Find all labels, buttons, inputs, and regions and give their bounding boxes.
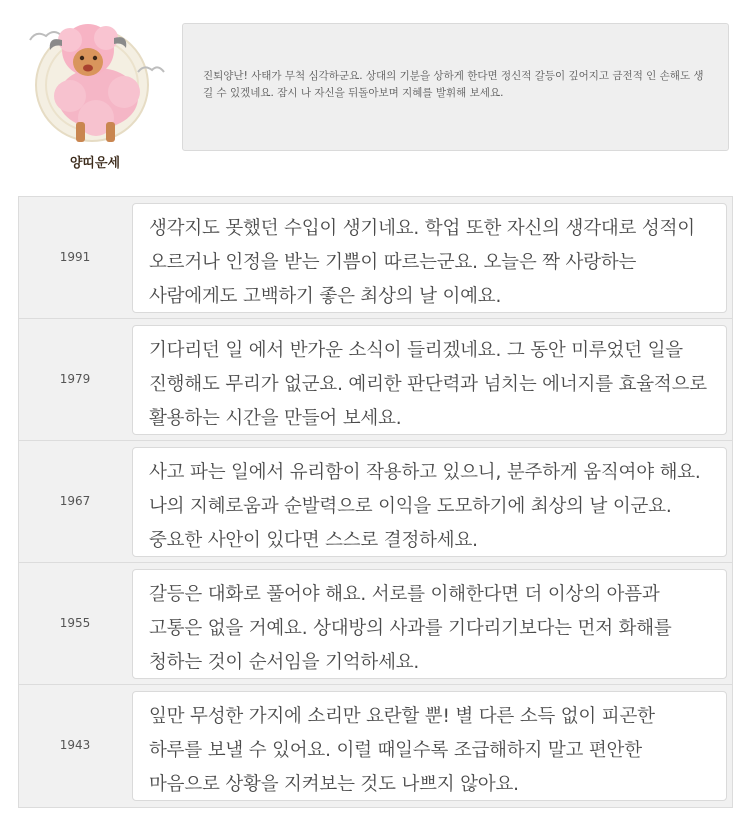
birth-year: 1979 (59, 372, 91, 386)
mascot-label: 양띠운세 (69, 156, 121, 171)
birth-year: 1967 (59, 494, 91, 508)
fortune-text: 기다리던 일 에서 반가운 소식이 들리겠네요. 그 동안 미루었던 일을 진행해도 무리가 없군요. 예리한 판단력과 넘치는 에너지를 효율적으로 활용하는 시간을 만들어 보세요. (149, 340, 707, 429)
fortune-row-1943 (19, 685, 732, 807)
fortune-row-1967 (19, 441, 732, 563)
fortune-card (132, 569, 727, 679)
fortune-row-1991 (19, 197, 732, 319)
fortune-text: 사고 파는 일에서 유리함이 작용하고 있으니, 분주하게 움직여야 해요. 나의 지혜로움과 순발력으로 이익을 도모하기에 최상의 날 이군요. 중요한 사안이 있다면 스스로 결정하세요. (149, 462, 701, 551)
fortune-text: 갈등은 대화로 풀어야 해요. 서로를 이해한다면 더 이상의 아픔과 고통은 없을 거예요. 상대방의 사과를 기다리기보다는 먼저 화해를 청하는 것이 순서임을 기억하세요. (149, 584, 672, 673)
birth-year: 1955 (59, 616, 91, 630)
fortune-text: 생각지도 못했던 수입이 생기네요. 학업 또한 자신의 생각대로 성적이 오르거나 인정을 받는 기쁨이 따르는군요. 오늘은 짝 사랑하는 사람에게도 고백하기 좋은 최상의 날 이예요. (149, 218, 695, 307)
birth-year: 1991 (59, 250, 91, 264)
fortune-row-1955 (19, 563, 732, 685)
fortune-card (132, 691, 727, 801)
fortune-card (132, 447, 727, 557)
summary-box (182, 23, 729, 151)
summary-text: 진퇴양난! 사태가 무척 심각하군요. 상대의 기분을 상하게 한다면 정신적 갈등이 깊어지고 금전적 인 손해도 생길 수 있겠네요. 잠시 나 자신을 뒤돌아보며 지혜를 발휘해 보세요. (203, 70, 704, 99)
fortune-header (0, 0, 750, 180)
fortune-text: 잎만 무성한 가지에 소리만 요란할 뿐! 별 다른 소득 없이 피곤한 하루를 보낼 수 있어요. 이럴 때일수록 조급해하지 말고 편안한 마음으로 상황을 지켜보는 것도 나쁘지 않아요. (149, 706, 655, 795)
fortune-card (132, 203, 727, 313)
fortune-list (18, 196, 733, 808)
sheep-mascot-icon (20, 10, 170, 155)
fortune-row-1979 (19, 319, 732, 441)
mascot (20, 10, 170, 170)
fortune-card (132, 325, 727, 435)
birth-year: 1943 (59, 738, 91, 752)
